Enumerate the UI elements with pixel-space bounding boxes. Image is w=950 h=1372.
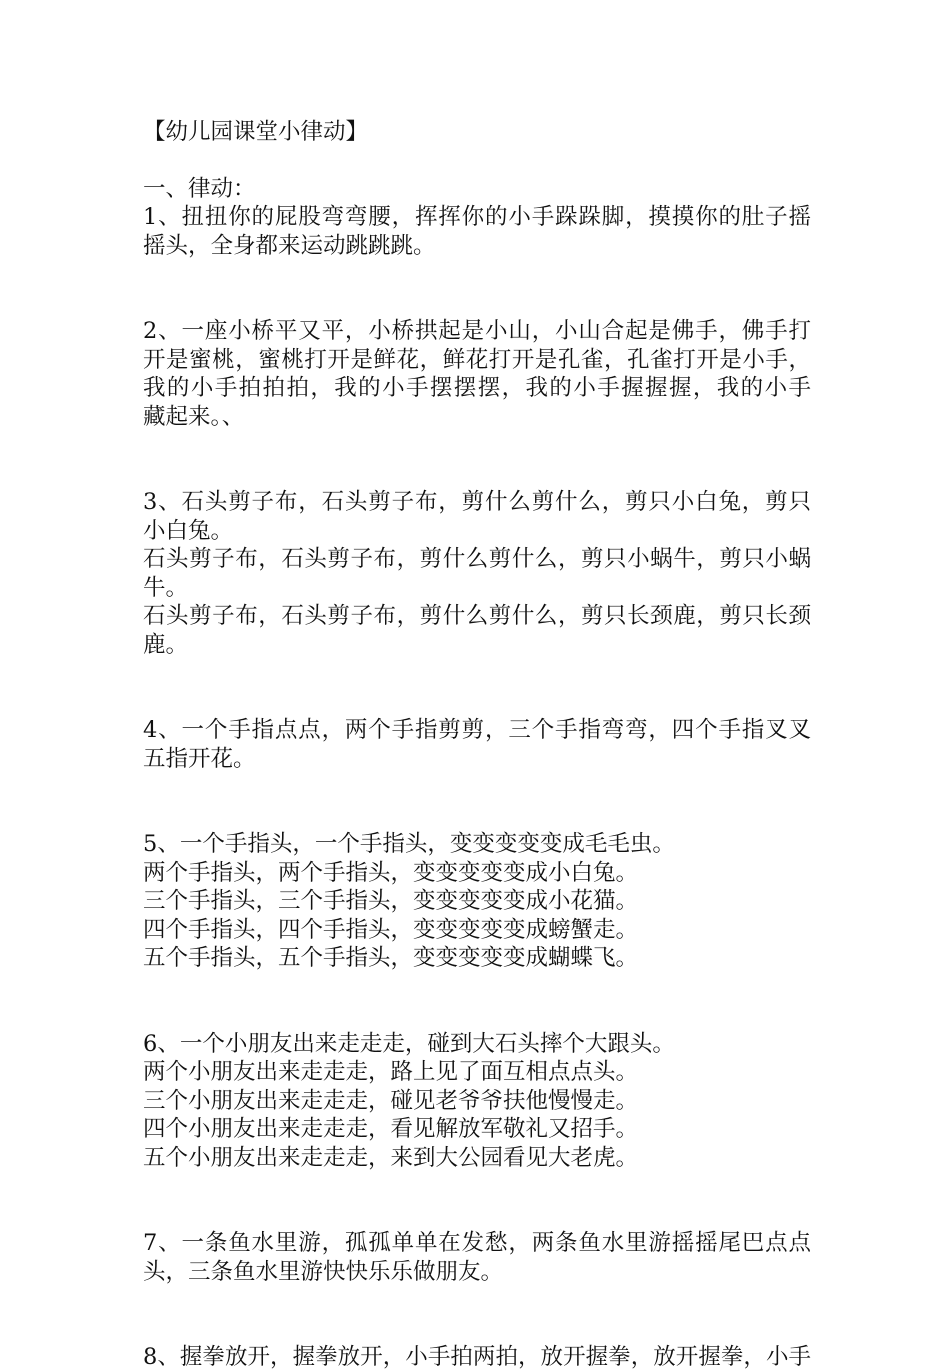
rhyme-item-7 <box>143 1229 811 1286</box>
rhyme-line: 石头剪子布，石头剪子布，剪什么剪什么，剪只长颈鹿，剪只长颈 <box>143 603 811 629</box>
rhyme-line: 两个手指头，两个手指头，变变变变变成小白兔。 <box>143 859 639 886</box>
spacer <box>143 147 811 175</box>
rhyme-line: 7、一条鱼水里游，孤孤单单在发愁，两条鱼水里游摇摇尾巴点点 <box>143 1230 811 1256</box>
rhyme-item-4 <box>143 716 811 773</box>
rhyme-line: 四个小朋友出来走走走，看见解放军敬礼又招手。 <box>143 1116 639 1142</box>
rhyme-item-3 <box>143 488 811 659</box>
rhyme-line: 小白兔。 <box>143 517 234 544</box>
rhyme-line: 三个小朋友出来走走走，碰见老爷爷扶他慢慢走。 <box>143 1087 639 1114</box>
rhyme-item-1 <box>143 203 811 260</box>
rhyme-line: 两个小朋友出来走走走，路上见了面互相点点头。 <box>143 1059 639 1085</box>
rhyme-line: 2、一座小桥平又平，小桥拱起是小山，小山合起是佛手，佛手打 <box>143 318 811 344</box>
rhyme-line: 三个手指头，三个手指头，变变变变变成小花猫。 <box>143 888 639 914</box>
rhyme-line: 鹿。 <box>143 631 189 658</box>
document-title: 【幼儿园课堂小律动】 <box>143 119 369 145</box>
rhyme-line: 8、握拳放开，握拳放开，小手拍两拍，放开握拳，放开握拳，小手 <box>143 1344 811 1370</box>
spacer <box>143 1286 811 1343</box>
rhyme-line: 1、扭扭你的屁股弯弯腰，挥挥你的小手跺跺脚，摸摸你的肚子摇 <box>143 204 811 230</box>
document-body <box>143 118 811 1372</box>
spacer <box>143 1172 811 1229</box>
rhyme-line: 5、一个手指头，一个手指头，变变变变变成毛毛虫。 <box>143 831 675 857</box>
rhyme-line: 摇头，全身都来运动跳跳跳。 <box>143 232 436 259</box>
spacer <box>143 431 811 488</box>
rhyme-line: 3、石头剪子布，石头剪子布，剪什么剪什么，剪只小白兔，剪只 <box>143 489 811 515</box>
rhyme-line: 开是蜜桃，蜜桃打开是鲜花，鲜花打开是孔雀，孔雀打开是小手， <box>143 346 811 373</box>
spacer <box>143 659 811 716</box>
rhyme-item-8 <box>143 1343 811 1372</box>
rhyme-line: 五个手指头，五个手指头，变变变变变成蝴蝶飞。 <box>143 945 639 971</box>
rhyme-line: 我的小手拍拍拍，我的小手摆摆摆，我的小手握握握，我的小手 <box>143 375 811 401</box>
rhyme-line: 头，三条鱼水里游快快乐乐做朋友。 <box>143 1258 504 1285</box>
spacer <box>143 973 811 1030</box>
rhyme-line: 五个小朋友出来走走走，来到大公园看见大老虎。 <box>143 1144 639 1171</box>
rhyme-item-6 <box>143 1030 811 1173</box>
section-heading: 一、律动： <box>143 175 256 202</box>
rhyme-line: 石头剪子布，石头剪子布，剪什么剪什么，剪只小蜗牛，剪只小蜗 <box>143 546 811 572</box>
spacer <box>143 260 811 317</box>
rhyme-line: 四个手指头，四个手指头，变变变变变成螃蟹走。 <box>143 916 639 943</box>
rhyme-item-2 <box>143 317 811 431</box>
rhyme-line: 藏起来。、 <box>143 403 245 430</box>
rhyme-line: 五指开花。 <box>143 745 256 772</box>
rhyme-line: 牛。 <box>143 574 189 601</box>
spacer <box>143 773 811 830</box>
rhyme-line: 6、一个小朋友出来走走走，碰到大石头摔个大跟头。 <box>143 1030 675 1057</box>
rhyme-item-5 <box>143 830 811 973</box>
rhyme-line: 4、一个手指点点，两个手指剪剪，三个手指弯弯，四个手指叉叉 <box>143 717 811 743</box>
